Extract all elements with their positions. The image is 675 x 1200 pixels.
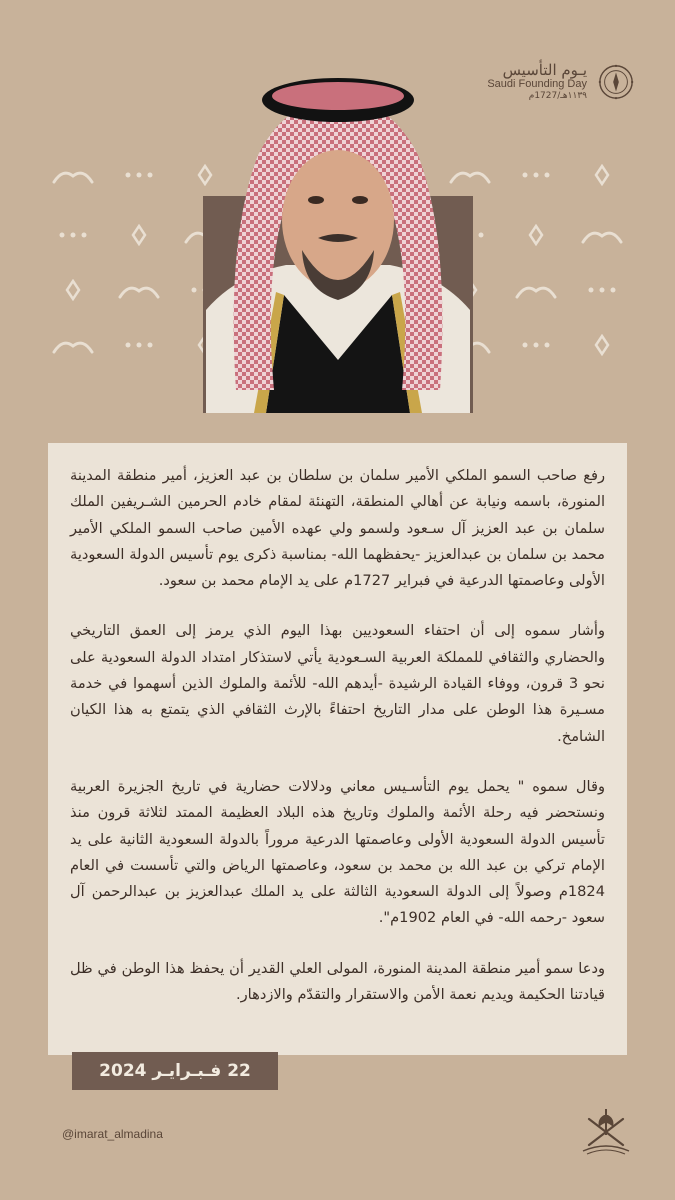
pattern-motif-icon: [118, 224, 160, 246]
pattern-motif-icon: [52, 164, 94, 186]
pattern-motif-icon: [515, 334, 557, 356]
date-badge: 22 فـبـرايـر 2024: [72, 1052, 278, 1090]
founding-day-logo: [487, 62, 635, 102]
pattern-motif-icon: [118, 279, 160, 301]
account-handle[interactable]: @imarat_almadina: [62, 1127, 163, 1141]
pattern-motif-icon: [118, 334, 160, 356]
pattern-motif-icon: [118, 164, 160, 186]
paragraph-prayer: ودعا سمو أمير منطقة المدينة المنورة، المولى العلي القدير أن يحفظ هذا الوطن في ظل قيادتنا الحكيمة ويديم نعمة الأمن والاستقرار والتقدّم والازدهار.: [70, 959, 605, 1004]
portrait-photo: [206, 60, 470, 413]
pattern-motif-icon: [515, 224, 557, 246]
pattern-motif-icon: [52, 334, 94, 356]
founding-logo-arabic: يـوم التأسيس: [502, 61, 587, 79]
pattern-motif-icon: [52, 224, 94, 246]
pattern-motif-icon: [52, 279, 94, 301]
pattern-motif-icon: [515, 279, 557, 301]
paragraph-quote: وقال سموه " يحمل يوم التأسـيس معاني ودلالات حضارية في تاريخ الجزيرة العربية ونستحضر فيه رحلة الأئمة والملوك وتاريخ هذه البلاد العظيمة الممتد لثلاثة قرون منذ تأسيس الدولة السعودية الأولى وعاصمتها الدرعية مروراً بالدولة السعودية الثانية على يد الإمام تركي بن عبد الله بن محمد بن سعود، وعاصمتها الرياض والتي تأسست في العام 1824م وصولاً إلى الدولة السعودية الثالثة على يد الملك عبدالعزيز بن عبدالرحمن آل سعود -رحمه الله- في العام 1902م".: [70, 777, 605, 927]
saudi-emblem-icon: [577, 1105, 635, 1155]
pattern-motif-icon: [581, 334, 623, 356]
founding-day-emblem-icon: [597, 63, 635, 101]
pattern-motif-icon: [581, 164, 623, 186]
pattern-motif-icon: [581, 279, 623, 301]
paragraph-significance: وأشار سموه إلى أن احتفاء السعوديين بهذا اليوم الذي يرمز إلى العمق التاريخي والحضاري والثقافي للمملكة العربية السـعودية يأتي لاستذكار امتداد الدولة السعودية على نحو 3 قرون، ووفاء القيادة الرشيدة -أيدهم الله- للأئمة والملوك الذين أسهموا في خدمة مسـيرة هذا الوطن على مدار التاريخ احتفاءً بالإرث الثقافي الذي يتمتع به هذا الكيان الشامخ.: [70, 622, 605, 745]
founding-logo-years: ١١٣٩هـ/1727م: [528, 91, 587, 101]
article-panel: [48, 443, 627, 1055]
founding-logo-english: Saudi Founding Day: [487, 78, 587, 90]
paragraph-greeting: رفع صاحب السمو الملكي الأمير سلمان بن سلطان بن عبد العزيز، أمير منطقة المدينة المنورة، باسمه ونيابة عن أهالي المنطقة، التهنئة لمقام خادم الحرمين الشـريفين الملك سلمان بن عبد العزيز آل سـعود ولسمو ولي عهده الأمين صاحب السمو الملكي الأمير محمد بن سلمان بن عبدالعزيز -يحفظهما الله- بمناسبة ذكرى يوم تأسيس الدولة السعودية الأولى وعاصمتها الدرعية في فبراير 1727م على يد الإمام محمد بن سعود.: [70, 467, 605, 590]
pattern-motif-icon: [515, 164, 557, 186]
pattern-motif-icon: [581, 224, 623, 246]
